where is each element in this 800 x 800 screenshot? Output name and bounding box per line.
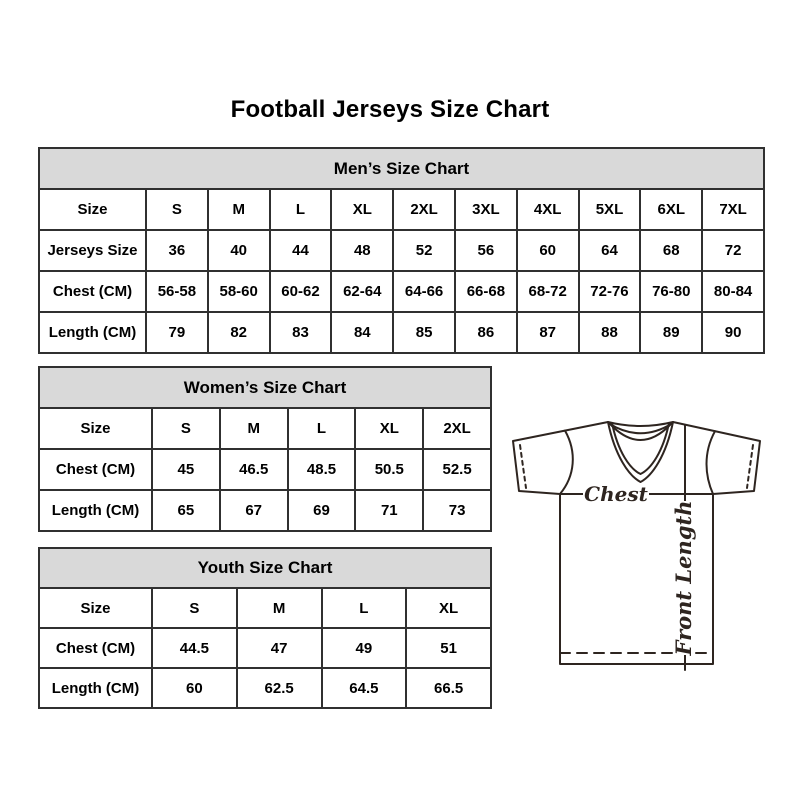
size-value-cell: 4XL	[517, 189, 579, 230]
row-label: Chest (CM)	[39, 271, 146, 312]
size-value-cell: 49	[322, 628, 407, 668]
row-label: Chest (CM)	[39, 449, 152, 490]
size-value-cell: 72-76	[579, 271, 641, 312]
size-value-cell: 56-58	[146, 271, 208, 312]
table-row	[39, 628, 491, 668]
size-value-cell: L	[322, 588, 407, 628]
size-value-cell: 48.5	[288, 449, 356, 490]
table-row	[39, 449, 491, 490]
size-value-cell: XL	[355, 408, 423, 449]
size-value-cell: 88	[579, 312, 641, 353]
table-row	[39, 271, 764, 312]
table-title-row	[39, 548, 491, 588]
size-value-cell: S	[152, 588, 237, 628]
row-label: Length (CM)	[39, 668, 152, 708]
collar-top-edge	[608, 422, 673, 426]
size-value-cell: 62.5	[237, 668, 322, 708]
size-value-cell: 5XL	[579, 189, 641, 230]
size-value-cell: M	[208, 189, 270, 230]
row-label: Jerseys Size	[39, 230, 146, 271]
size-value-cell: 3XL	[455, 189, 517, 230]
front-length-label-group	[671, 501, 696, 657]
mens-size-chart-table	[38, 147, 765, 354]
size-value-cell: 86	[455, 312, 517, 353]
size-value-cell: XL	[406, 588, 491, 628]
size-value-cell: 66.5	[406, 668, 491, 708]
size-value-cell: 60-62	[270, 271, 332, 312]
size-value-cell: 64.5	[322, 668, 407, 708]
size-value-cell: 67	[220, 490, 288, 531]
size-value-cell: 7XL	[702, 189, 764, 230]
size-value-cell: 46.5	[220, 449, 288, 490]
chest-label: Chest	[584, 482, 648, 506]
size-value-cell: 51	[406, 628, 491, 668]
table-title-row	[39, 148, 764, 189]
size-value-cell: 71	[355, 490, 423, 531]
size-value-cell: 40	[208, 230, 270, 271]
size-value-cell: 47	[237, 628, 322, 668]
size-value-cell: 90	[702, 312, 764, 353]
size-value-cell: 76-80	[640, 271, 702, 312]
table-row	[39, 668, 491, 708]
table-title: Men’s Size Chart	[39, 148, 764, 189]
size-value-cell: 69	[288, 490, 356, 531]
table-title: Youth Size Chart	[39, 548, 491, 588]
size-value-cell: 60	[152, 668, 237, 708]
size-value-cell: 72	[702, 230, 764, 271]
size-value-cell: 52.5	[423, 449, 491, 490]
size-value-cell: 84	[331, 312, 393, 353]
size-value-cell: 89	[640, 312, 702, 353]
jersey-measurement-diagram	[503, 408, 768, 678]
table-row	[39, 189, 764, 230]
size-value-cell: 73	[423, 490, 491, 531]
front-length-label: Front Length	[671, 500, 696, 656]
size-value-cell: 65	[152, 490, 220, 531]
table-title: Women’s Size Chart	[39, 367, 491, 408]
size-value-cell: 2XL	[423, 408, 491, 449]
size-value-cell: 83	[270, 312, 332, 353]
size-value-cell: 56	[455, 230, 517, 271]
size-value-cell: 58-60	[208, 271, 270, 312]
size-value-cell: S	[146, 189, 208, 230]
size-value-cell: M	[237, 588, 322, 628]
size-value-cell: 48	[331, 230, 393, 271]
size-value-cell: 85	[393, 312, 455, 353]
right-armscye-seam	[707, 431, 716, 494]
left-armscye-seam	[560, 431, 573, 494]
row-label: Size	[39, 189, 146, 230]
size-value-cell: XL	[331, 189, 393, 230]
vneck-inner-line	[612, 423, 669, 474]
size-value-cell: 68-72	[517, 271, 579, 312]
size-value-cell: 52	[393, 230, 455, 271]
row-label: Size	[39, 408, 152, 449]
chest-label-group	[583, 482, 649, 506]
right-cuff-dashed-line	[747, 445, 753, 488]
table-row	[39, 230, 764, 271]
size-value-cell: S	[152, 408, 220, 449]
size-value-cell: 6XL	[640, 189, 702, 230]
table-row	[39, 588, 491, 628]
table-row	[39, 490, 491, 531]
size-value-cell: 44.5	[152, 628, 237, 668]
size-value-cell: 79	[146, 312, 208, 353]
size-value-cell: 44	[270, 230, 332, 271]
size-value-cell: 50.5	[355, 449, 423, 490]
size-value-cell: 64	[579, 230, 641, 271]
size-value-cell: 36	[146, 230, 208, 271]
womens-size-chart-table	[38, 366, 492, 532]
size-value-cell: 80-84	[702, 271, 764, 312]
table-row	[39, 312, 764, 353]
page-title: Football Jerseys Size Chart	[230, 96, 550, 123]
size-value-cell: 62-64	[331, 271, 393, 312]
size-value-cell: M	[220, 408, 288, 449]
youth-size-chart-table	[38, 547, 492, 709]
size-value-cell: 2XL	[393, 189, 455, 230]
size-value-cell: L	[288, 408, 356, 449]
size-value-cell: 64-66	[393, 271, 455, 312]
table-title-row	[39, 367, 491, 408]
size-value-cell: L	[270, 189, 332, 230]
left-cuff-dashed-line	[520, 445, 526, 488]
size-value-cell: 82	[208, 312, 270, 353]
jersey-outline	[513, 422, 760, 664]
size-value-cell: 68	[640, 230, 702, 271]
row-label: Length (CM)	[39, 490, 152, 531]
size-value-cell: 60	[517, 230, 579, 271]
size-value-cell: 66-68	[455, 271, 517, 312]
row-label: Chest (CM)	[39, 628, 152, 668]
size-value-cell: 45	[152, 449, 220, 490]
row-label: Length (CM)	[39, 312, 146, 353]
table-row	[39, 408, 491, 449]
size-value-cell: 87	[517, 312, 579, 353]
row-label: Size	[39, 588, 152, 628]
